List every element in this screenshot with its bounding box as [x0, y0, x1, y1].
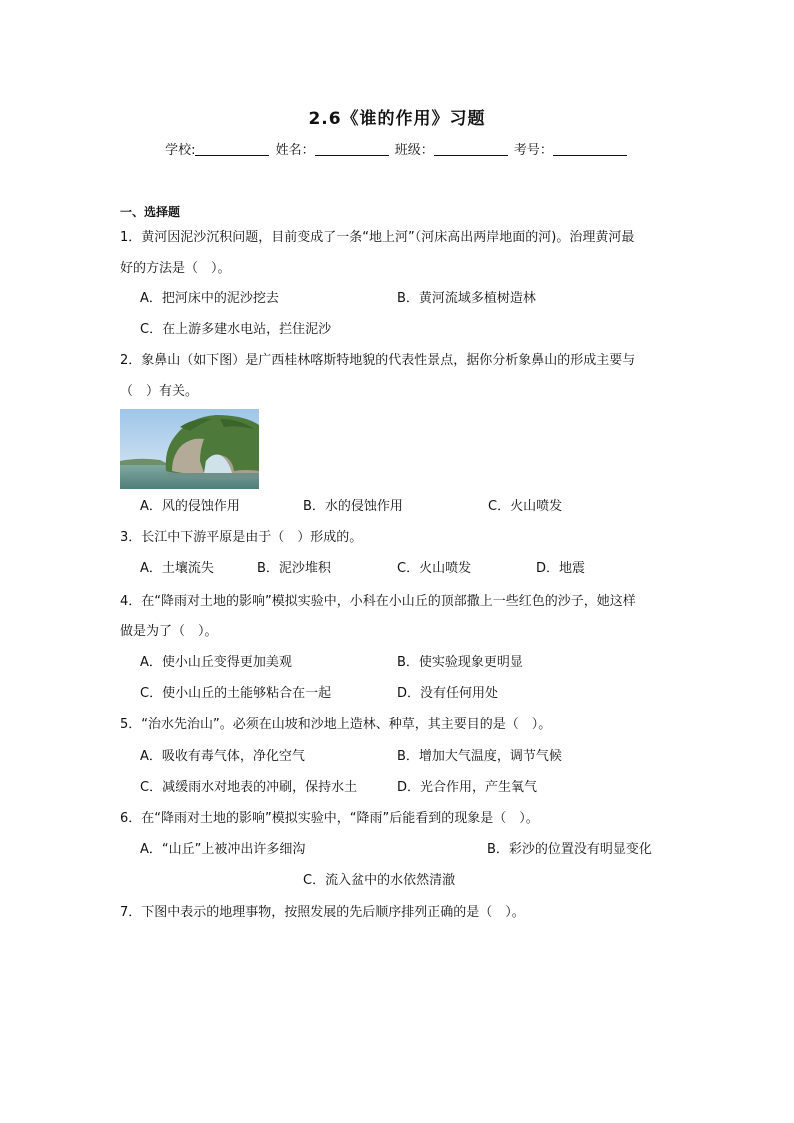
q1-option-c[interactable]: C．在上游多建水电站，拦住泥沙 — [140, 322, 332, 337]
class-blank[interactable] — [434, 142, 508, 156]
q4-option-d[interactable]: D．没有任何用处 — [397, 686, 499, 701]
q4-option-c[interactable]: C．使小山丘的土能够粘合在一起 — [140, 686, 332, 701]
q3-option-c[interactable]: C．火山喷发 — [397, 561, 472, 576]
q1-stem-line2: 好的方法是（ ）。 — [120, 261, 231, 276]
name-blank[interactable] — [315, 142, 389, 156]
q2-option-b[interactable]: B．水的侵蚀作用 — [303, 499, 403, 514]
q3-option-b[interactable]: B．泥沙堆积 — [257, 561, 331, 576]
school-label: 学校: — [165, 143, 196, 158]
exam-number-blank[interactable] — [553, 142, 627, 156]
q7-stem-line1: 7．下图中表示的地理事物，按照发展的先后顺序排列正确的是（ ）。 — [120, 905, 525, 920]
q5-stem-line1: 5．“治水先治山”。必须在山坡和沙地上造林、种草，其主要目的是（ ）。 — [120, 717, 552, 732]
exam-number-label: 考号： — [513, 143, 553, 158]
section-heading-choice: 一、选择题 — [120, 205, 181, 219]
q5-option-c[interactable]: C．减缓雨水对地表的冲刷，保持水土 — [140, 780, 358, 795]
q5-option-d[interactable]: D．光合作用，产生氧气 — [397, 780, 538, 795]
q1-option-b[interactable]: B．黄河流域多植树造林 — [397, 291, 536, 306]
q6-option-b[interactable]: B．彩沙的位置没有明显变化 — [487, 842, 652, 857]
name-label: 姓名： — [275, 143, 315, 158]
q2-option-a[interactable]: A．风的侵蚀作用 — [140, 499, 240, 514]
q3-option-a[interactable]: A．土壤流失 — [140, 561, 214, 576]
elephant-trunk-hill-photo — [120, 409, 259, 489]
page-title: 2.6《谁的作用》习题 — [308, 109, 486, 129]
q4-stem-line2: 做是为了（ ）。 — [120, 624, 218, 639]
school-blank[interactable] — [195, 142, 269, 156]
q4-option-a[interactable]: A．使小山丘变得更加美观 — [140, 655, 292, 670]
q1-stem-line1: 1．黄河因泥沙沉积问题，目前变成了一条“地上河”（河床高出两岸地面的河)。治理黄河最 — [120, 230, 635, 245]
q5-option-b[interactable]: B．增加大气温度，调节气候 — [397, 749, 562, 764]
q2-stem-line2: （ ）有关。 — [120, 384, 199, 399]
q2-stem-line1: 2．象鼻山（如下图）是广西桂林喀斯特地貌的代表性景点，据你分析象鼻山的形成主要与 — [120, 353, 636, 368]
q6-stem-line1: 6．在“降雨对土地的影响”模拟实验中，“降雨”后能看到的现象是（ ）。 — [120, 811, 539, 826]
q5-option-a[interactable]: A．吸收有毒气体，净化空气 — [140, 749, 305, 764]
q3-option-d[interactable]: D．地震 — [536, 561, 586, 576]
q6-option-c[interactable]: C．流入盆中的水依然清澈 — [303, 873, 456, 888]
q6-option-a[interactable]: A．“山丘”上被冲出许多细沟 — [140, 842, 306, 857]
q4-option-b[interactable]: B．使实验现象更明显 — [397, 655, 523, 670]
q3-stem-line1: 3．长江中下游平原是由于（ ）形成的。 — [120, 530, 363, 545]
student-info-row — [0, 139, 794, 158]
q4-stem-line1: 4．在“降雨对土地的影响”模拟实验中，小科在小山丘的顶部撒上一些红色的沙子，她这样 — [120, 594, 636, 609]
q1-option-a[interactable]: A．把河床中的泥沙挖去 — [140, 291, 279, 306]
q2-option-c[interactable]: C．火山喷发 — [488, 499, 563, 514]
class-label: 班级： — [394, 143, 434, 158]
